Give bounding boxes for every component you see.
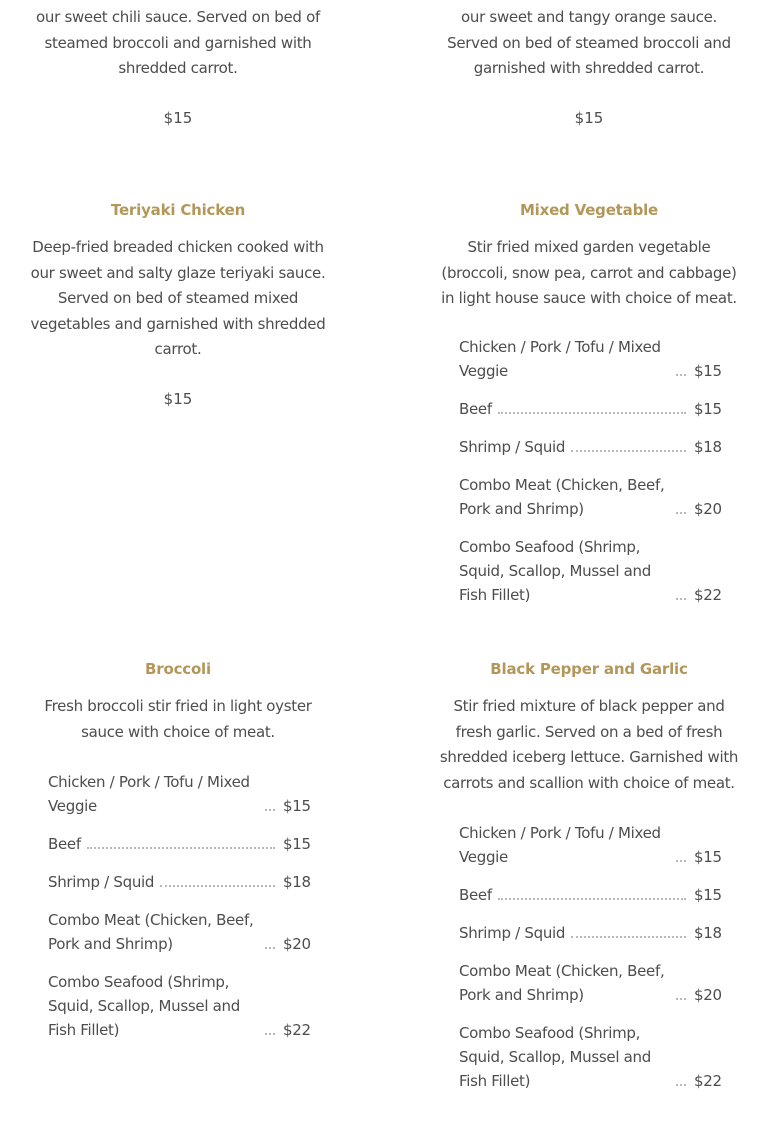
- dish-description: our sweet chili sauce. Served on bed of steamed broccoli and garnished with shredded carrot.: [36, 8, 320, 77]
- price-option-row: [459, 473, 720, 521]
- option-price: $18: [283, 873, 311, 891]
- dish-card-broccoli: [28, 659, 328, 1059]
- price-option-row: [48, 870, 309, 894]
- option-price: $20: [694, 986, 722, 1004]
- price-option-row: [48, 908, 309, 956]
- dish-description: Fresh broccoli stir fried in light oyster sauce with choice of meat.: [44, 697, 312, 741]
- option-name: Beef: [459, 886, 492, 904]
- dish-price: $15: [163, 390, 193, 408]
- option-price: $18: [694, 924, 722, 942]
- dot-leader: [676, 598, 686, 600]
- dish-card-top-right: [437, 0, 741, 140]
- price-option-row: [459, 535, 720, 607]
- option-name: Beef: [459, 400, 492, 418]
- dish-card-top-left: [28, 0, 328, 140]
- option-name: Combo Meat (Chicken, Beef, Pork and Shrimp): [459, 476, 665, 518]
- price-option-row: [459, 397, 720, 421]
- option-name: Chicken / Pork / Tofu / Mixed Veggie: [459, 824, 661, 866]
- option-price: $22: [694, 586, 722, 604]
- price-option-row: [48, 770, 309, 818]
- option-name: Beef: [48, 835, 81, 853]
- dot-leader: [87, 847, 275, 849]
- option-name: Combo Seafood (Shrimp, Squid, Scallop, Mussel and Fish Fillet): [459, 1024, 651, 1090]
- option-price: $15: [283, 835, 311, 853]
- dot-leader: [676, 374, 686, 376]
- dish-card-black-pepper-garlic: [437, 659, 741, 1109]
- option-name: Combo Seafood (Shrimp, Squid, Scallop, Mussel and Fish Fillet): [459, 538, 651, 604]
- price-option-row: [459, 435, 720, 459]
- option-price: $20: [283, 935, 311, 953]
- option-price: $15: [694, 362, 722, 380]
- dish-title: Teriyaki Chicken: [110, 201, 246, 219]
- dot-leader: [676, 512, 686, 514]
- dot-leader: [498, 412, 686, 414]
- price-option-row: [459, 959, 720, 1007]
- option-price: $15: [283, 797, 311, 815]
- price-option-row: [459, 1021, 720, 1093]
- dot-leader: [571, 450, 686, 452]
- option-name: Shrimp / Squid: [459, 438, 566, 456]
- dot-leader: [265, 1033, 275, 1035]
- option-name: Combo Meat (Chicken, Beef, Pork and Shrimp): [459, 962, 665, 1004]
- option-name: Shrimp / Squid: [48, 873, 155, 891]
- dish-description: our sweet and tangy orange sauce. Served on bed of steamed broccoli and garnished with shredded carrot.: [447, 8, 731, 77]
- option-price: $15: [694, 886, 722, 904]
- dot-leader: [676, 998, 686, 1000]
- option-price: $15: [694, 848, 722, 866]
- dot-leader: [265, 809, 275, 811]
- dot-leader: [160, 885, 275, 887]
- dot-leader: [265, 947, 275, 949]
- price-option-row: [48, 832, 309, 856]
- dot-leader: [676, 860, 686, 862]
- price-option-row: [48, 970, 309, 1042]
- dish-description: Stir fried mixed garden vegetable (broccoli, snow pea, carrot and cabbage) in light house sauce with choice of meat.: [441, 238, 737, 307]
- dot-leader: [498, 898, 686, 900]
- dish-title: Black Pepper and Garlic: [490, 660, 688, 678]
- price-option-row: [459, 921, 720, 945]
- dish-card-teriyaki-chicken: [28, 200, 328, 420]
- dish-title: Broccoli: [145, 660, 211, 678]
- dish-description: Deep-fried breaded chicken cooked with our sweet and salty glaze teriyaki sauce. Served on bed of steamed mixed vegetables and garnished with shredded carrot.: [30, 238, 326, 358]
- option-price: $18: [694, 438, 722, 456]
- dot-leader: [571, 936, 686, 938]
- dish-price: $15: [574, 109, 604, 127]
- dish-price: $15: [163, 109, 193, 127]
- price-option-row: [459, 335, 720, 383]
- option-price: $22: [283, 1021, 311, 1039]
- option-price: $15: [694, 400, 722, 418]
- option-price: $22: [694, 1072, 722, 1090]
- option-name: Combo Seafood (Shrimp, Squid, Scallop, Mussel and Fish Fillet): [48, 973, 240, 1039]
- price-option-row: [459, 883, 720, 907]
- option-name: Combo Meat (Chicken, Beef, Pork and Shrimp): [48, 911, 254, 953]
- option-price: $20: [694, 500, 722, 518]
- option-name: Chicken / Pork / Tofu / Mixed Veggie: [48, 773, 250, 815]
- dish-card-mixed-vegetable: [437, 200, 741, 620]
- dot-leader: [676, 1084, 686, 1086]
- price-option-row: [459, 821, 720, 869]
- option-name: Shrimp / Squid: [459, 924, 566, 942]
- dish-title: Mixed Vegetable: [519, 201, 659, 219]
- option-name: Chicken / Pork / Tofu / Mixed Veggie: [459, 338, 661, 380]
- dish-description: Stir fried mixture of black pepper and fresh garlic. Served on a bed of fresh shredded iceberg lettuce. Garnished with carrots and scallion with choice of meat.: [439, 697, 739, 792]
